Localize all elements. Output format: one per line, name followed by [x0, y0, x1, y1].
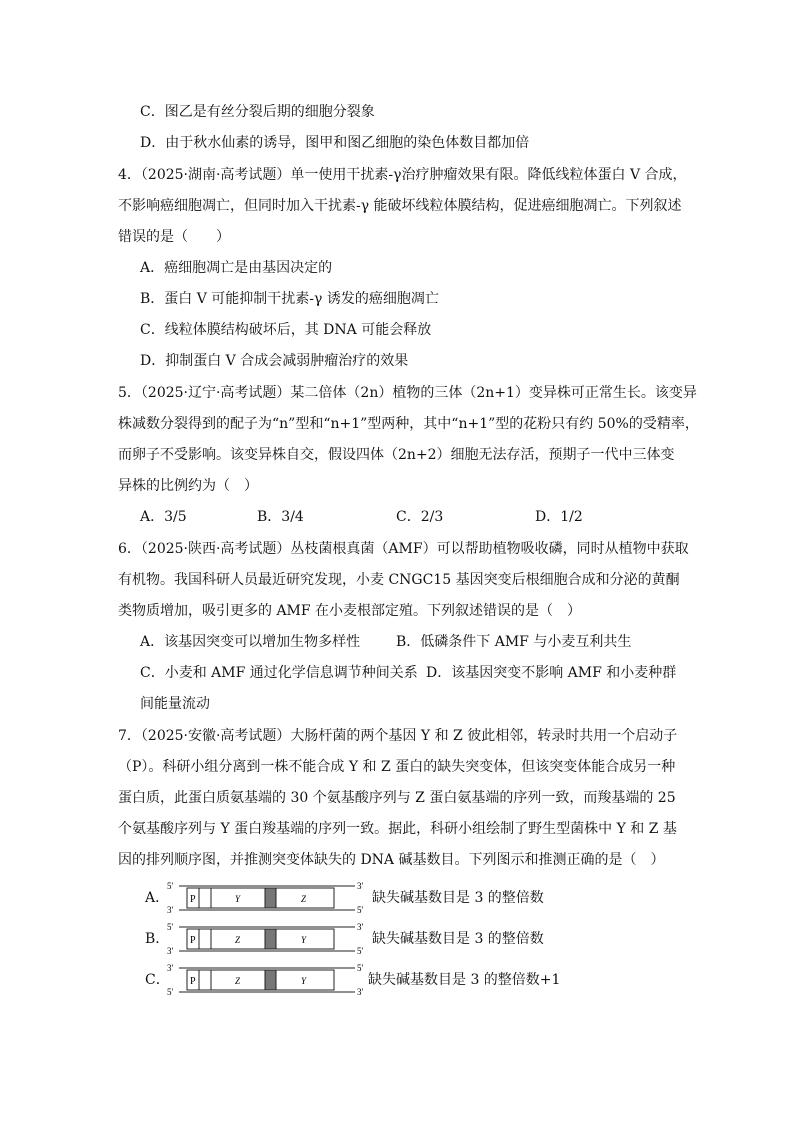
q4-stem-line-2: 不影响癌细胞凋亡，但同时加入干扰素-γ 能破坏线粒体膜结构，促进癌细胞凋亡。下列叙述: [118, 198, 682, 214]
q7-option-b-label: B．: [145, 931, 170, 947]
strand-end-label: 3': [167, 905, 174, 915]
q6-option-d: D．该基因突变不影响 AMF 和小麦种群: [426, 665, 677, 681]
q4-stem-line-3: 错误的是（ ）: [118, 229, 230, 245]
q4-option-c: C．线粒体膜结构破坏后，其 DNA 可能会释放: [140, 322, 432, 338]
strand-end-label: 3': [167, 946, 174, 956]
q4-stem-line-1: 4．（2025·湖南·高考试题）单一使用干扰素-γ治疗肿瘤效果有限。降低线粒体蛋白 V 合成，: [118, 167, 687, 183]
q5-option-a: A．3/5: [140, 509, 187, 525]
q6-option-d-continued: 间能量流动: [140, 696, 210, 712]
q6-stem-line-2: 有机物。我国科研人员最近研究发现，小麦 CNGC15 基因突变后根细胞合成和分泌的黄酮: [118, 572, 680, 588]
q7-option-a-gene-diagram: [165, 880, 375, 916]
q6-option-a: A．该基因突变可以增加生物多样性: [140, 634, 361, 650]
strand-end-label: 5': [357, 963, 364, 973]
promoter-label: P: [190, 894, 196, 905]
gene-label-2: Y: [301, 976, 307, 986]
q7-option-b-gene-diagram: [165, 921, 375, 957]
q5-option-d: D．1/2: [535, 509, 583, 525]
q5-stem-line-1: 5．（2025·辽宁·高考试题）某二倍体（2n）植物的三体（2n+1）变异株可正常生长。该变异: [118, 385, 697, 401]
q5-stem-line-2: 株减数分裂得到的配子为“n”型和“n+1”型两种，其中“n+1”型的花粉只有约 50%的受精率，: [118, 416, 699, 432]
q7-option-c-note: 缺失碱基数目是 3 的整倍数+1: [368, 972, 561, 988]
strand-end-label: 3': [357, 987, 364, 997]
q3-option-c: C．图乙是有丝分裂后期的细胞分裂象: [140, 104, 375, 120]
q4-option-a: A．癌细胞凋亡是由基因决定的: [140, 260, 333, 276]
promoter-label: P: [190, 976, 196, 987]
q5-stem-line-4: 异株的比例约为（ ）: [118, 478, 258, 494]
strand-end-label: 3': [167, 963, 174, 973]
q7-stem-line-1: 7．（2025·安徽·高考试题）大肠杆菌的两个基因 Y 和 Z 彼此相邻，转录时共用一个启动子: [118, 728, 678, 744]
q3-option-d: D．由于秋水仙素的诱导，图甲和图乙细胞的染色体数目都加倍: [140, 135, 530, 151]
strand-end-label: 5': [357, 905, 364, 915]
q6-option-b: B．低磷条件下 AMF 与小麦互利共生: [396, 634, 632, 650]
q6-option-c: C．小麦和 AMF 通过化学信息调节种间关系: [140, 665, 418, 681]
q4-option-d: D．抑制蛋白 V 合成会减弱肿瘤治疗的效果: [140, 353, 409, 369]
q7-option-a-note: 缺失碱基数目是 3 的整倍数: [372, 890, 544, 906]
strand-end-label: 5': [167, 881, 174, 891]
q5-option-c: C．2/3: [396, 509, 444, 525]
q7-option-a-label: A．: [145, 890, 170, 906]
q7-stem-line-4: 个氨基酸序列与 Y 蛋白羧基端的序列一致。据此，科研小组绘制了野生型菌株中 Y 和 Z 基: [118, 821, 677, 837]
q7-stem-line-3: 蛋白质，此蛋白质氨基端的 30 个氨基酸序列与 Z 蛋白氨基端的序列一致，而羧基端的 25: [118, 790, 676, 806]
strand-end-label: 3': [357, 922, 364, 932]
gene-label-1: Z: [235, 935, 241, 945]
gene-label-1: Y: [235, 894, 241, 904]
q4-option-b: B．蛋白 V 可能抑制干扰素-γ 诱发的癌细胞凋亡: [140, 291, 439, 307]
promoter-label: P: [190, 935, 196, 946]
shaded-region: [265, 929, 276, 949]
gene-label-2: Z: [301, 894, 307, 904]
shaded-region: [265, 888, 276, 908]
q5-stem-line-3: 而卵子不受影响。该变异株自交，假设四体（2n+2）细胞无法存活，预期子一代中三体变: [118, 447, 675, 463]
strand-end-label: 5': [167, 922, 174, 932]
q6-stem-line-3: 类物质增加，吸引更多的 AMF 在小麦根部定殖。下列叙述错误的是（ ）: [118, 603, 582, 619]
shaded-region: [265, 970, 276, 990]
strand-end-label: 5': [357, 946, 364, 956]
q7-option-c-gene-diagram: [165, 962, 375, 998]
q7-stem-line-2: （P）。科研小组分离到一株不能合成 Y 和 Z 蛋白的缺失突变体，但该突变体能合成另一种: [118, 759, 676, 775]
strand-end-label: 5': [167, 987, 174, 997]
gene-label-1: Z: [235, 976, 241, 986]
strand-end-label: 3': [357, 881, 364, 891]
q7-option-b-note: 缺失碱基数目是 3 的整倍数: [372, 931, 544, 947]
gene-label-2: Y: [301, 935, 307, 945]
q7-stem-line-5: 因的排列顺序图，并推测突变体缺失的 DNA 碱基数目。下列图示和推测正确的是（ ）: [118, 852, 665, 868]
q6-stem-line-1: 6．（2025·陕西·高考试题）丛枝菌根真菌（AMF）可以帮助植物吸收磷，同时从植物中获取: [118, 541, 689, 557]
q7-option-c-label: C．: [145, 972, 170, 988]
q5-option-b: B．3/4: [257, 509, 304, 525]
